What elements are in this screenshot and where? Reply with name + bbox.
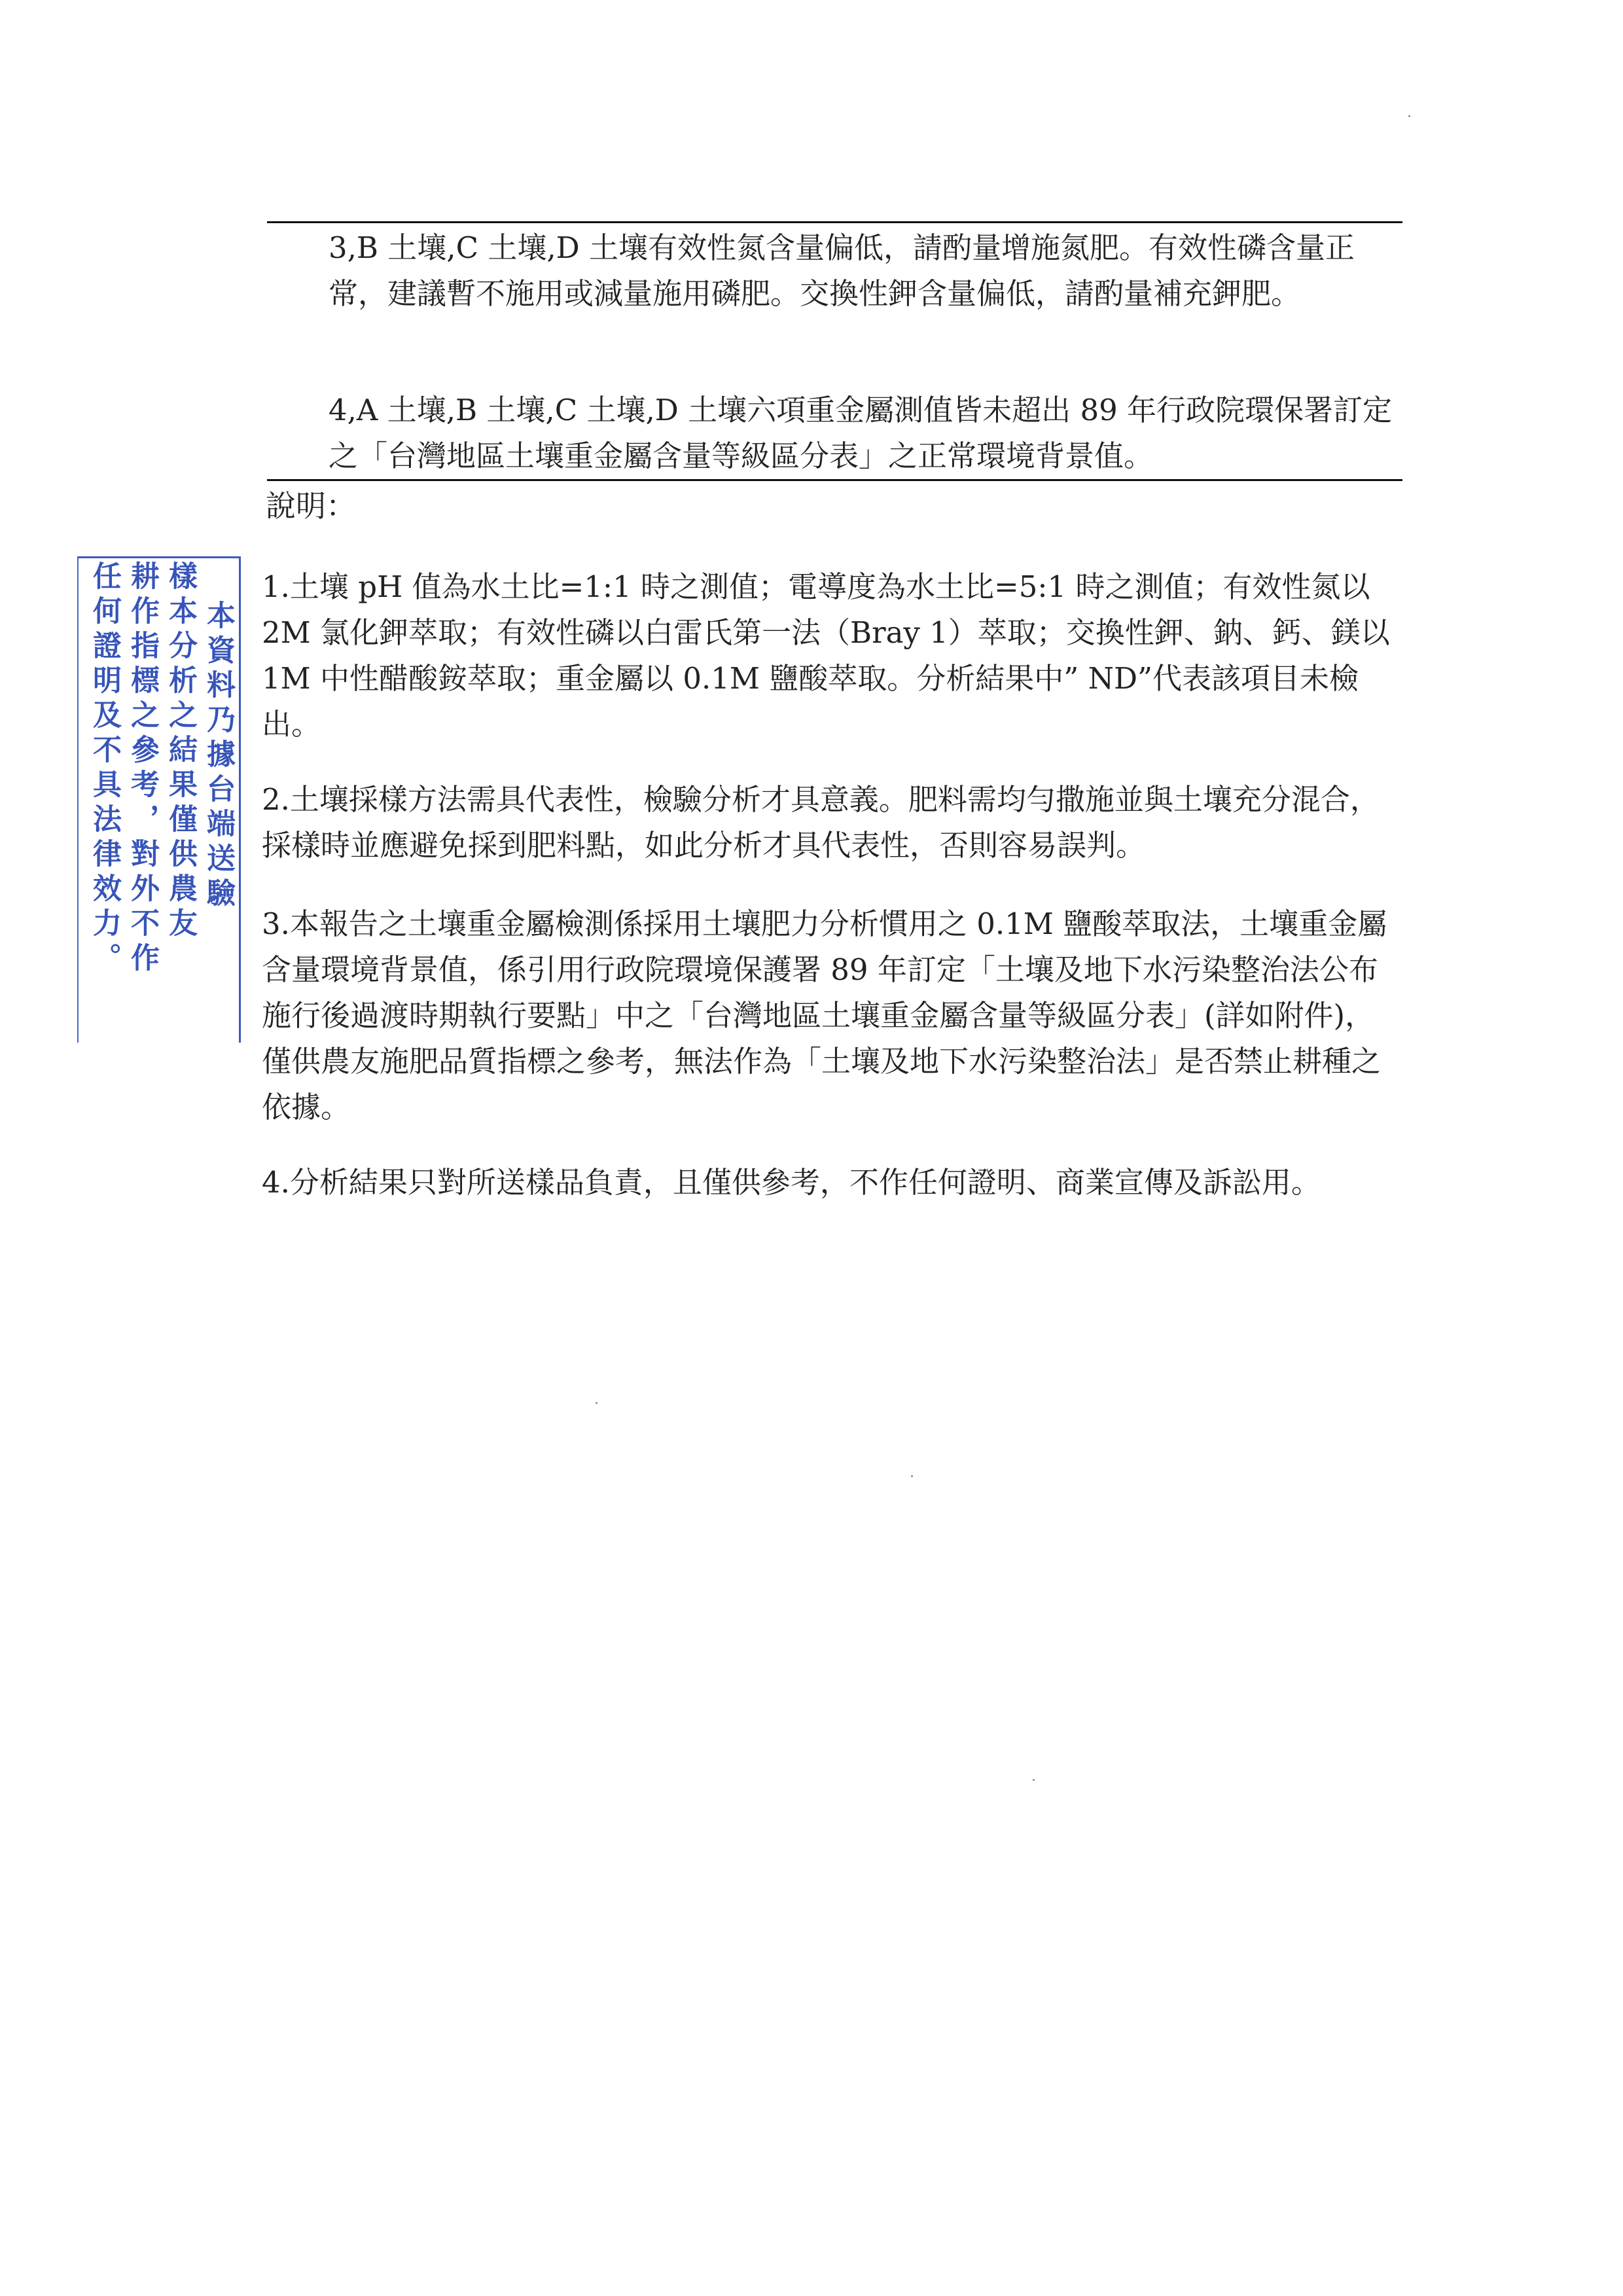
scan-speck: [596, 1402, 597, 1404]
notes-heading: 說明：: [266, 488, 356, 524]
stamp-text-columns: [87, 561, 235, 977]
note-item-1: 1.土壤 pH 值為水土比=1:1 時之測值；電導度為水土比=5:1 時之測值；有效性氮以 2M 氯化鉀萃取；有效性磷以白雷氏第一法（Bray 1）萃取；交換性鉀、鈉、鈣、鎂以 1M 中性醋酸銨萃取；重金屬以 0.1M 鹽酸萃取。分析結果中” ND”代表該項目未檢出。: [262, 569, 1390, 742]
scan-speck: [1033, 1779, 1035, 1781]
scan-speck: [1408, 115, 1410, 117]
scan-speck: [911, 1475, 913, 1477]
disclaimer-stamp: [77, 556, 241, 1043]
top-rule: [267, 221, 1402, 223]
conclusion-item-3: 3,B 土壤,C 土壤,D 土壤有效性氮含量偏低，請酌量增施氮肥。有效性磷含量正常，建議暫不施用或減量施用磷肥。交換性鉀含量偏低，請酌量補充鉀肥。: [329, 230, 1355, 311]
stamp-column-4: 任何證明及不具法律效力。: [88, 561, 121, 977]
bottom-rule: [267, 479, 1402, 481]
stamp-column-3: 耕作指標之參考，對外不作: [126, 561, 159, 977]
stamp-column-2: 樣本分析之結果僅供農友: [164, 561, 197, 942]
note-item-4: 4.分析結果只對所送樣品負責，且僅供參考，不作任何證明、商業宣傳及訴訟用。: [262, 1165, 1321, 1200]
note-item-2: 2.土壤採樣方法需具代表性，檢驗分析才具意義。肥料需均勻撒施並與土壤充分混合，採樣時並應避免採到肥料點，如此分析才具代表性，否則容易誤判。: [262, 782, 1380, 863]
conclusion-item-4: 4,A 土壤,B 土壤,C 土壤,D 土壤六項重金屬測值皆未超出 89 年行政院環保署訂定之「台灣地區土壤重金屬含量等級區分表」之正常環境背景值。: [329, 393, 1393, 473]
note-item-3: 3.本報告之土壤重金屬檢測係採用土壤肥力分析慣用之 0.1M 鹽酸萃取法，土壤重金屬含量環境背景值，係引用行政院環境保護署 89 年訂定「土壤及地下水污染整治法公布施行後過渡時期執行要點」中之「台灣地區土壤重金屬含量等級區分表」(詳如附件)，僅供農友施肥品質指標之參考，無法作為「土壤及地下水污染整治法」是否禁止耕種之依據。: [262, 906, 1387, 1124]
stamp-column-1: 本資料乃據台端送驗: [202, 600, 235, 912]
